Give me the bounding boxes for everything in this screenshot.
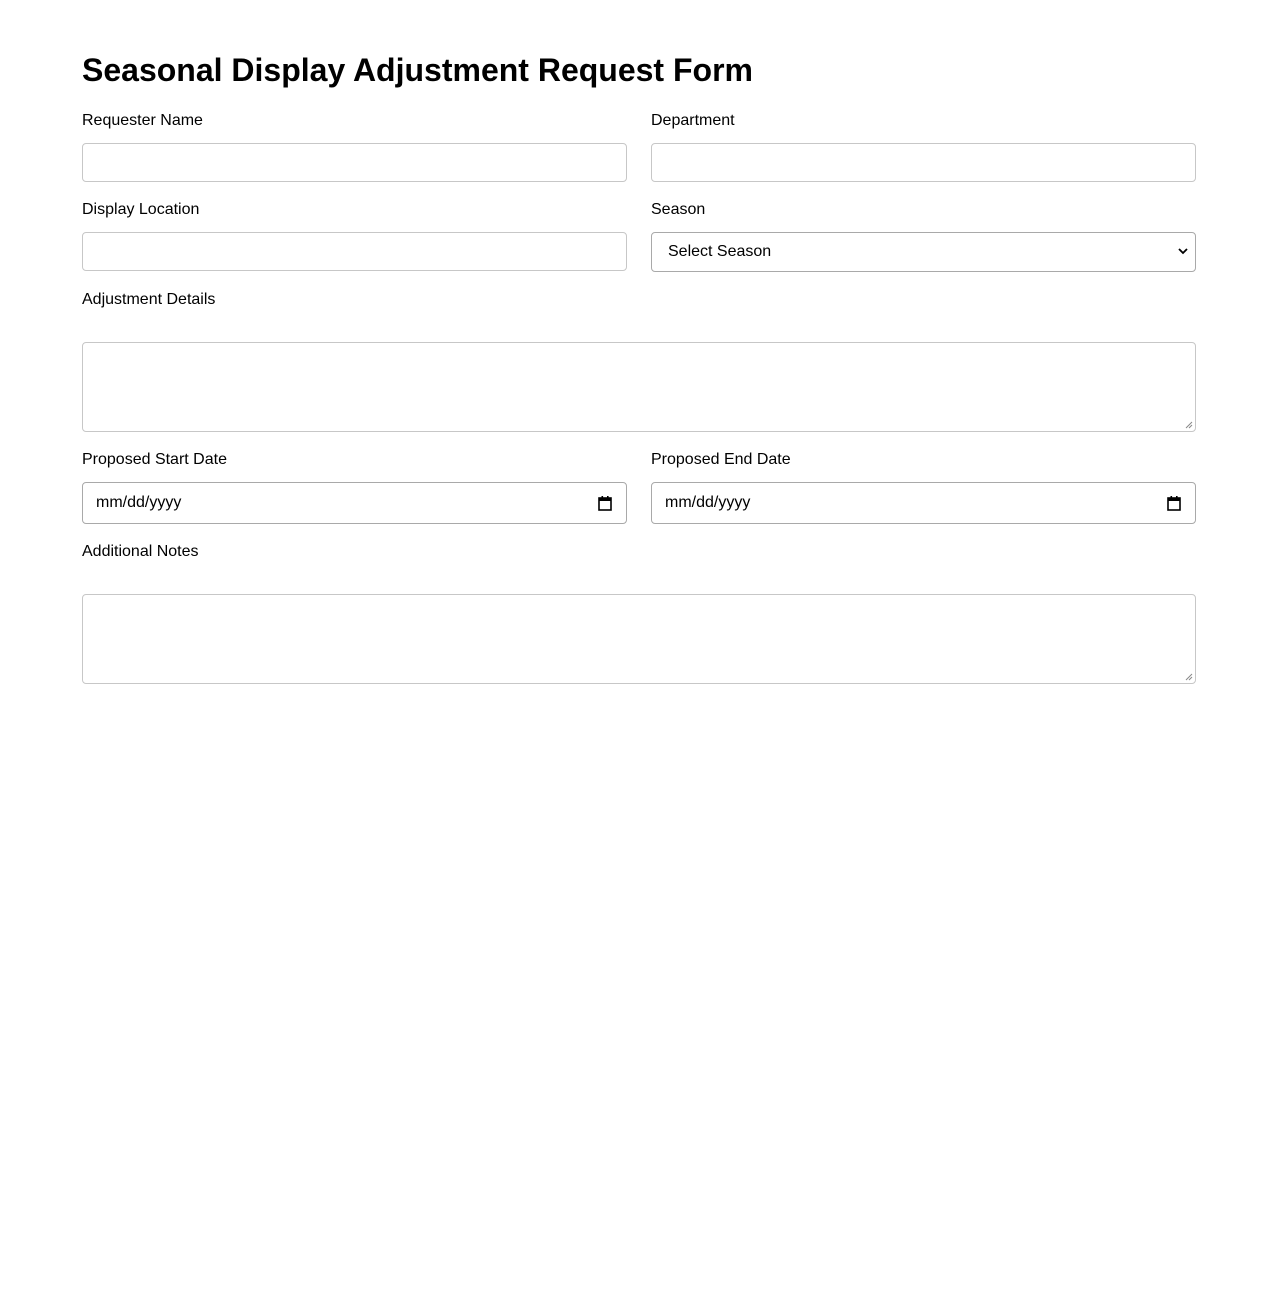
season-label: Season [651, 201, 706, 218]
proposed-start-date-input[interactable] [82, 482, 627, 524]
resize-grip-icon[interactable] [1185, 673, 1193, 681]
additional-notes-label: Additional Notes [82, 543, 199, 560]
display-location-input[interactable] [82, 232, 627, 271]
proposed-end-date-label: Proposed End Date [651, 451, 791, 468]
calendar-icon[interactable] [1167, 495, 1181, 511]
requester-name-input[interactable] [82, 143, 627, 182]
department-label: Department [651, 112, 735, 129]
start-date-placeholder: mm/dd/yyyy [96, 494, 182, 511]
department-input[interactable] [651, 143, 1196, 182]
adjustment-details-label: Adjustment Details [82, 291, 216, 308]
proposed-end-date-input[interactable] [651, 482, 1196, 524]
resize-grip-icon[interactable] [1185, 421, 1193, 429]
end-date-placeholder: mm/dd/yyyy [665, 494, 751, 511]
season-select[interactable] [651, 232, 1196, 272]
form-title: Seasonal Display Adjustment Request Form [82, 52, 753, 88]
additional-notes-textarea[interactable] [82, 594, 1196, 684]
proposed-start-date-label: Proposed Start Date [82, 451, 227, 468]
calendar-icon[interactable] [598, 495, 612, 511]
display-location-label: Display Location [82, 201, 200, 218]
requester-name-label: Requester Name [82, 112, 203, 129]
season-selected-value: Select Season [668, 243, 772, 260]
adjustment-details-textarea[interactable] [82, 342, 1196, 432]
chevron-down-icon [1177, 245, 1189, 257]
